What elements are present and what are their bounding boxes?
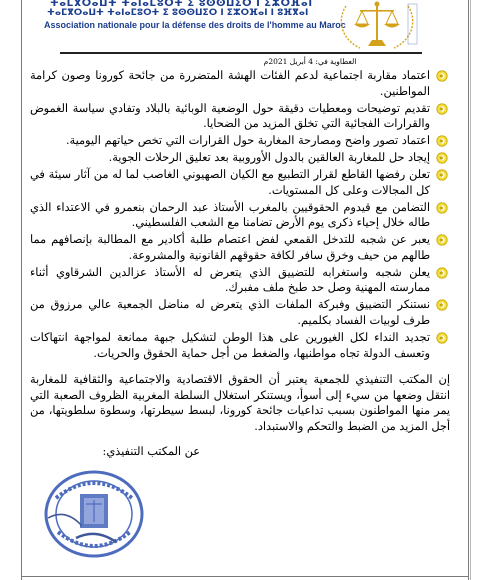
bullet-icon (436, 169, 448, 181)
scales-of-justice-logo (338, 0, 420, 50)
demands-list (30, 68, 450, 363)
date-line: العطاوية في: 4 أبريل 2021م (263, 57, 357, 66)
list-item-text: اعتماد مقاربة اجتماعية لدعم الفئات الهشة المتضررة من جائحة كورونا وصون كرامة المواطنين. (30, 69, 430, 98)
tifinagh-title: ⵜⴰⵎⴳⵔⴰⵡⵜ ⵜⴰⵏⴰⵎⵓⵔⵜ ⵉ ⵓⵙⵙⵡⵉⵔ ⵏ ⵉⵣⵔⴼⴰⵏ ⵏ ⵓⴼⴳⴰⵏ (47, 8, 309, 18)
bullet-icon (436, 299, 448, 311)
association-stamp (36, 468, 148, 560)
bullet-icon (436, 267, 448, 279)
list-item (30, 167, 450, 198)
list-item-text: نستنكر التضييق وفبركة الملفات الذي يتعرض له مناضل الجمعية عالي مرزوق من طرف لوبيات الفساد بكلميم. (30, 298, 430, 328)
list-item (30, 150, 450, 166)
bullet-icon (436, 70, 448, 82)
bullet-icon (436, 332, 448, 344)
bullet-icon (436, 135, 448, 147)
letterhead (30, 0, 430, 58)
right-page-border-shadow (470, 0, 471, 580)
list-item-text: تعلن رفضها القاطع لقرار التطبيع مع الكيان الصهيوني الغاصب لما له من آثار سيئة في كل المجالات وعلى كل المستويات. (30, 167, 430, 197)
list-item-text: يعلن شجبه واستغرابه للتضييق الذي يتعرض له الأستاذ عزالدين الشرقاوي أثناء ممارسته المهنية وصل حد طبخ ملف مفبرك. (30, 265, 430, 295)
signature-line: عن المكتب التنفيذي: (102, 445, 200, 458)
right-page-border (468, 0, 469, 580)
list-item (30, 232, 450, 263)
french-association-name: Association nationale pour la défense des droits de l'homme au Maroc (44, 20, 346, 30)
list-item-text: تقديم توضيحات ومعطيات دقيقة حول الوضعية الوبائية بالبلاد وتفادي سياسة الغموض والقرارات الفجائية التي تخلق المزيد من الضحايا. (30, 101, 430, 131)
left-page-border (21, 0, 22, 580)
list-item-text: التضامن مع قيدوم الحقوقيين بالمغرب الأستاذ عبد الرحمان بنعمرو في الاعتداء الذي طاله خلال إحياء ذكرى يوم الأرض تضامنا مع الشعب الفلسطيني. (30, 200, 430, 230)
bullet-icon (436, 234, 448, 246)
list-item (30, 101, 450, 132)
bullet-icon (436, 103, 448, 115)
list-item-text: إيجاد حل للمغاربة العالقين بالدول الأوروبية بعد تعليق الرحلات الجوية. (108, 151, 430, 165)
header-rule (60, 52, 422, 54)
list-item (30, 265, 450, 296)
list-item (30, 200, 450, 231)
list-item (30, 68, 450, 99)
tifinagh-title-top: ⵜⴰⵎⴳⵔⴰⵡⵜ ⵜⴰⵏⴰⵎⵓⵔⵜ ⵉ ⵓⵙⵙⵡⵉⵔ ⵏ ⵉⵣⵔⴼⴰⵏ (50, 0, 313, 8)
list-item (30, 297, 450, 328)
list-item (30, 330, 450, 361)
list-item-text: يعبر عن شجبه للتدخل القمعي لفض اعتصام طلبة أكادير مع المطالبة بإنصافهم مما طالهم من حيف وخرق سافر لكافة حقوقهم القانونية والمشروعة. (30, 233, 430, 262)
closing-paragraph: إن المكتب التنفيذي للجمعية يعتبر أن الحقوق الاقتصادية والاجتماعية والثقافية للمغاربة انتقل وضعها من سيء إلى أسوأ، ويستنكر استغلال السلطة المغربية الظروف الصعبة التي يمر منها المواطنون بسبب تداعيات جائحة كورونا، لبسط سيطرتها، وسطوة سلطويتها، من أجل المزيد من الضبط والتحكم والاستبداد. (30, 373, 450, 433)
bullet-icon (436, 202, 448, 214)
bottom-page-border (21, 576, 469, 577)
list-item-text: تجديد النداء لكل الغيورين على هذا الوطن لتشكيل جبهة ممانعة لمواجهة انتهاكات وتعسف الدولة تجاه مواطنيها، والضغط من أجل حماية الحقوق والحريات. (30, 330, 430, 360)
list-item (30, 133, 450, 149)
list-item-text: اعتماد تصور واضح ومصارحة المغاربة حول القرارات التي تخص حياتهم اليومية. (65, 134, 430, 148)
bullet-icon (436, 152, 448, 164)
